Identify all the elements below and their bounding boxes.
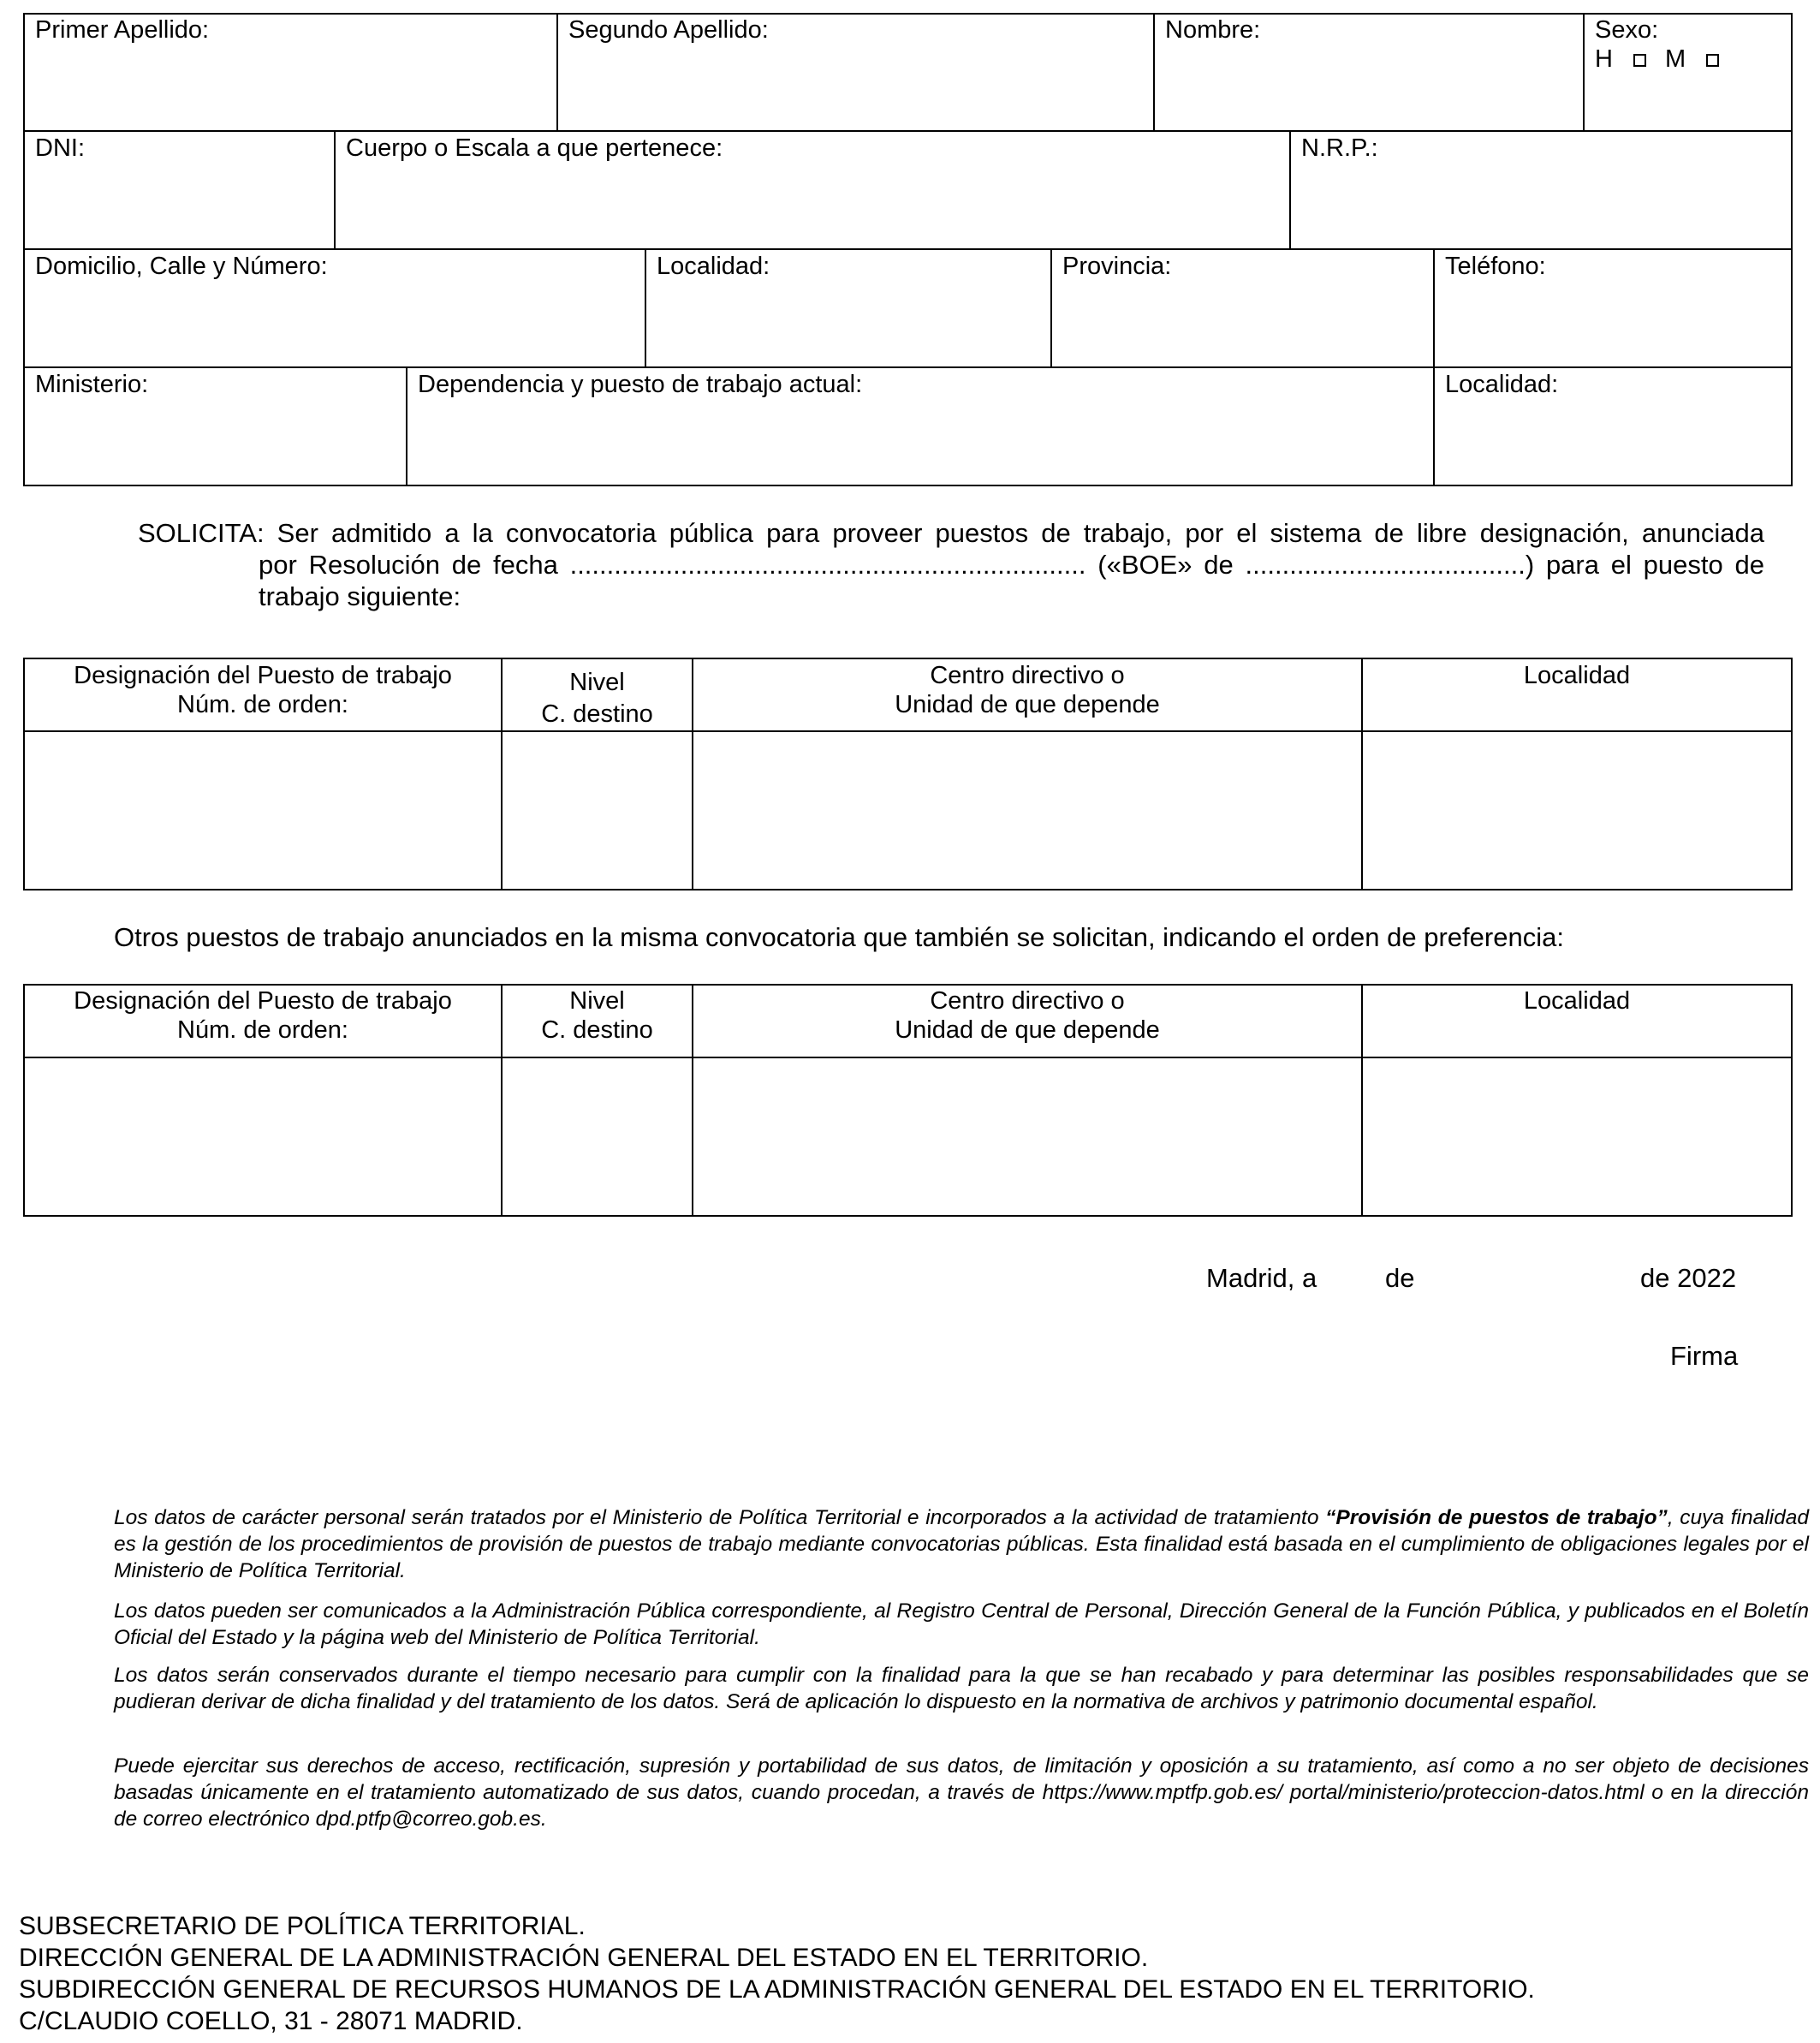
nivel-header-line2: C. destino [541,1016,653,1044]
solicita-line3: trabajo siguiente: [259,581,461,611]
designacion-header-line2: Núm. de orden: [177,1016,348,1044]
ministerio-field[interactable]: Ministerio: [35,371,149,398]
localidad-header [1363,661,1791,690]
address-line-3: SUBDIRECCIÓN GENERAL DE RECURSOS HUMANOS DE LA ADMINISTRACIÓN GENERAL DEL ESTADO EN EL TERRITORIO. [19,1975,1535,2004]
col-divider [1583,13,1585,131]
col-divider [645,248,646,367]
primer-apellido-field[interactable]: Primer Apellido: [35,16,210,44]
dni-field[interactable]: DNI: [35,134,85,162]
designacion-header [25,986,501,1045]
nrp-field[interactable]: N.R.P.: [1301,134,1378,162]
nivel-header [503,986,692,1045]
date-year: de 2022 [1640,1263,1737,1293]
col-divider [1289,130,1291,249]
solicita-line1: SOLICITA: Ser admitido a la convocatoria pública para proveer puestos de trabajo, por el sistema de libre designación, anunciada [138,518,1764,548]
nombre-field[interactable]: Nombre: [1165,16,1261,44]
centro-header-line2: Unidad de que depende [895,1016,1160,1044]
legal-paragraph-2: Los datos pueden ser comunicados a la Administración Pública correspondiente, al Registro Central de Personal, Dirección General de la Función Pública, y publicados en el Boletín Oficial del Estado y la página web del Ministerio de Política Territorial. [114,1599,1809,1649]
designacion-cell[interactable] [25,732,501,889]
domicilio-field[interactable]: Domicilio, Calle y Número: [35,253,328,280]
legal-p1-text-b: , cuya finalidad es la gestión de los procedimientos de provisión de puestos de trabajo mediante convocatorias públicas. Esta finalidad está basada en el cumplimiento de obligaciones legales por el Ministerio de Política Territorial. [114,1506,1809,1582]
localidad-header [1363,986,1791,1016]
sexo-h-label: H [1595,45,1613,73]
address-line-2: DIRECCIÓN GENERAL DE LA ADMINISTRACIÓN GENERAL DEL ESTADO EN EL TERRITORIO. [19,1944,1149,1972]
sexo-m-checkbox[interactable] [1706,54,1719,67]
centro-cell[interactable] [693,732,1361,889]
nivel-header [503,667,692,730]
legal-paragraph-3: Los datos serán conservados durante el tiempo necesario para cumplir con la finalidad para la que se han recabado y para determinar las posibles responsabilidades que se pudieran derivar de dicha finalidad y del tratamiento de los datos. Será de aplicación lo dispuesto en la normativa de archivos y patrimonio documental español. [114,1664,1809,1713]
solicita-line2: por Resolución de fecha ...................................................................... («BOE» de ......................................) para el puesto de [259,550,1764,580]
col-divider [406,366,407,486]
col-divider [1050,248,1052,367]
col-divider [556,13,558,131]
centro-cell[interactable] [693,1058,1361,1215]
nivel-header-line2: C. destino [541,700,653,728]
nivel-header-line1: Nivel [569,669,625,696]
legal-paragraph-1 [114,1504,1809,1584]
row-divider [23,130,1793,132]
dependencia-field[interactable]: Dependencia y puesto de trabajo actual: [418,371,863,398]
nivel-cell[interactable] [503,732,692,889]
sexo-label: Sexo: [1595,16,1659,44]
telefono-field[interactable]: Teléfono: [1445,253,1546,280]
nivel-header-line1: Nivel [569,987,625,1015]
col-divider [1433,366,1435,486]
sexo-options [1595,45,1738,74]
centro-header [693,661,1361,719]
centro-header-line1: Centro directivo o [930,662,1125,689]
sexo-m-label: M [1664,45,1686,73]
designacion-header [25,661,501,719]
signature-label: Firma [1670,1341,1739,1371]
address-line-1: SUBSECRETARIO DE POLÍTICA TERRITORIAL. [19,1912,586,1940]
legal-p1-text-a: Los datos de carácter personal serán tratados por el Ministerio de Política Territorial e incorporados a la actividad de tratamiento [114,1506,1326,1529]
localidad-header-text: Localidad [1523,987,1631,1015]
legal-p1-bold: “Provisión de puestos de trabajo” [1325,1506,1668,1529]
sexo-h-checkbox[interactable] [1633,54,1646,67]
otros-puestos-text: Otros puestos de trabajo anunciados en la misma convocatoria que también se solicitan, indicando el orden de preferencia: [114,922,1564,952]
localidad-cell[interactable] [1363,732,1791,889]
localidad-cell[interactable] [1363,1058,1791,1215]
designacion-header-line1: Designación del Puesto de trabajo [74,662,452,689]
localidad-header-text: Localidad [1523,662,1631,689]
legal-paragraph-4: Puede ejercitar sus derechos de acceso, rectificación, supresión y portabilidad de sus datos, de limitación y oposición a su tratamiento, así como a no ser objeto de decisiones basadas únicamente en el tratamiento automatizado de sus datos, cuando procedan, a través de https://www.mptfp.gob.es/ portal/ministerio/proteccion-datos.html o en la dirección de correo electrónico dpd.ptfp@correo.gob.es. [114,1754,1809,1831]
row-divider [23,248,1793,250]
designacion-cell[interactable] [25,1058,501,1215]
date-de: de [1385,1263,1415,1293]
col-divider [1433,248,1435,367]
designacion-header-line1: Designación del Puesto de trabajo [74,987,452,1015]
col-divider [334,130,336,249]
address-line-4: C/CLAUDIO COELLO, 31 - 28071 MADRID. [19,2007,523,2035]
segundo-apellido-field[interactable]: Segundo Apellido: [568,16,769,44]
centro-header [693,986,1361,1045]
col-divider [1153,13,1155,131]
localidad-field[interactable]: Localidad: [657,253,770,280]
nivel-cell[interactable] [503,1058,692,1215]
centro-header-line1: Centro directivo o [930,987,1125,1015]
localidad-actual-field[interactable]: Localidad: [1445,371,1559,398]
row-divider [23,366,1793,368]
provincia-field[interactable]: Provincia: [1062,253,1172,280]
designacion-header-line2: Núm. de orden: [177,691,348,718]
centro-header-line2: Unidad de que depende [895,691,1160,718]
cuerpo-escala-field[interactable]: Cuerpo o Escala a que pertenece: [346,134,723,162]
date-madrid: Madrid, a [1206,1263,1317,1293]
